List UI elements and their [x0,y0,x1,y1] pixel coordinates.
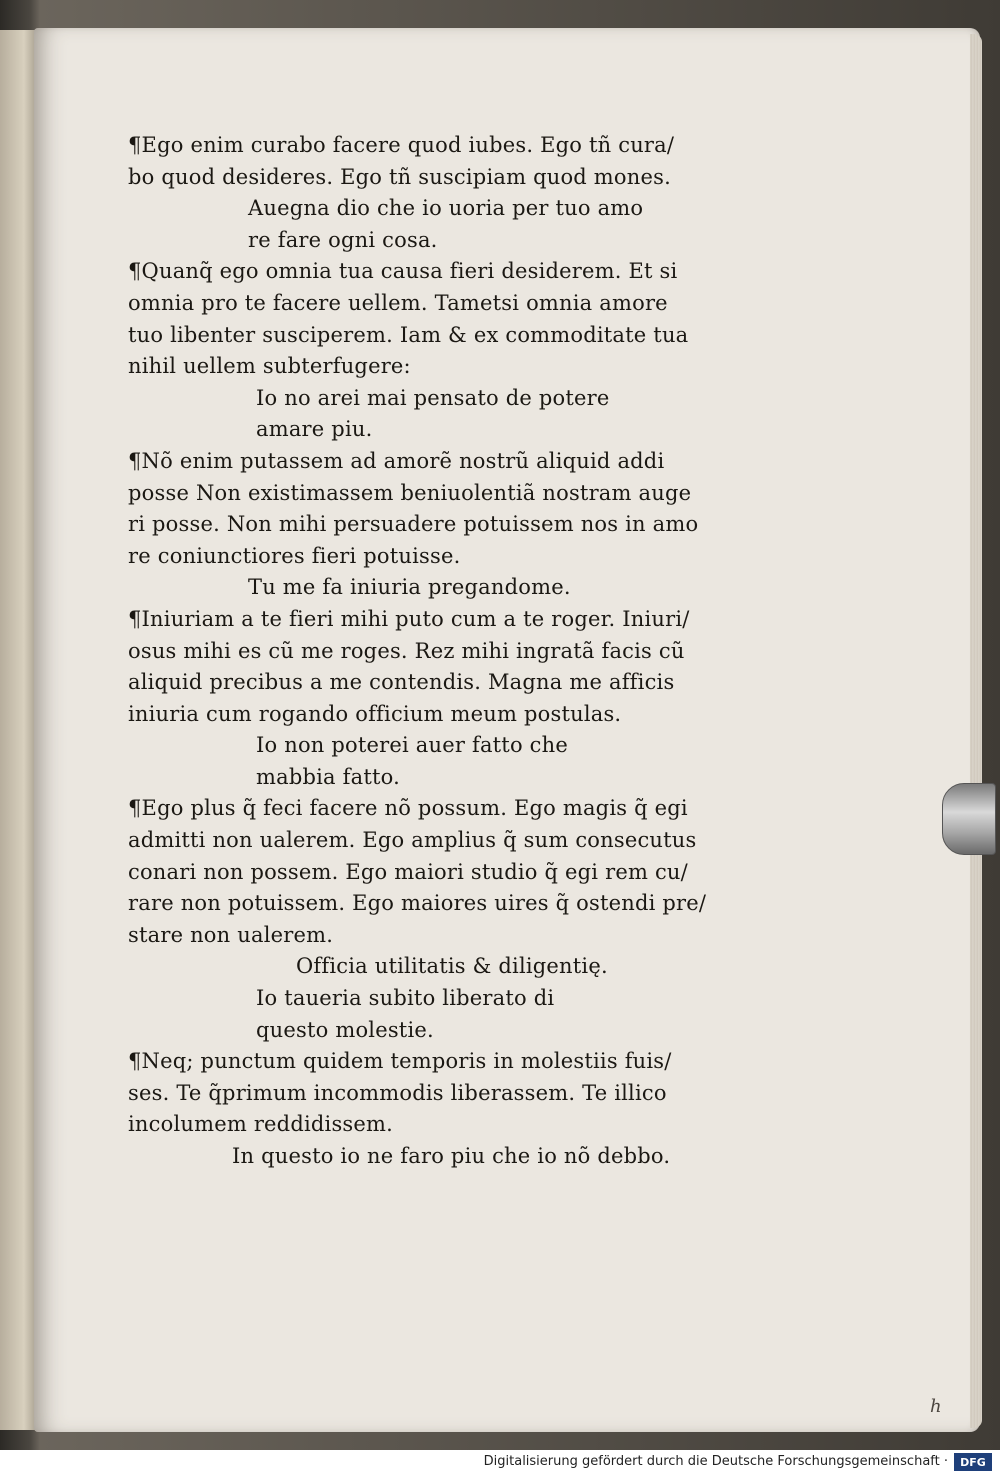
text-line: rare non potuissem. Ego maiores uires q̃ ostendi pre/ [128,891,707,916]
text-line: ¶Ego plus q̃ feci facere nõ possum. Ego magis q̃ egi [128,796,688,821]
book-clasp-icon [942,783,996,855]
page-stack-edge [970,34,982,1428]
text-line: incolumem reddidissem. [128,1112,394,1137]
text-line: ¶Ego enim curabo facere quod iubes. Ego tñ cura/ [128,133,675,157]
footer-bar [0,1450,1000,1474]
text-line: Officia utilitatis & diligentię. [296,954,608,979]
text-line: bo quod desideres. Ego tñ suscipiam quod mones. [128,164,671,189]
text-line: nihil uellem subterfugere: [128,354,411,379]
text-line: admitti non ualerem. Ego amplius q̃ sum consecutus [128,828,697,853]
text-line: omnia pro te facere uellem. Tametsi omnia amore [128,290,668,315]
text-line: ses. Te q̃primum incommodis liberassem. Te illico [128,1080,667,1105]
text-line: ¶Quanq̃ ego omnia tua causa fieri desiderem. Et si [128,259,678,284]
text-line: osus mihi es cũ me roges. Rez mihi ingratã facis cũ [128,638,685,663]
signature-mark: h [930,1396,942,1417]
text-line: iniuria cum rogando officium meum postulas. [128,701,622,726]
text-line: amare piu. [256,417,373,442]
text-line: tuo libenter susciperem. Iam & ex commoditate tua [128,322,689,347]
text-line: Tu me fa iniuria pregandome. [248,575,571,600]
text-line: Io taueria subito liberato di [256,986,555,1011]
text-line: re coniunctiores fieri potuisse. [128,543,461,568]
text-line: questo molestie. [256,1017,434,1042]
text-line: aliquid precibus a me contendis. Magna me afficis [128,670,675,695]
text-line: In questo io ne faro piu che io nõ debbo. [232,1144,671,1168]
text-line: ¶Iniuriam a te fieri mihi puto cum a te roger. Iniuri/ [128,606,690,631]
text-line: Io non poterei auer fatto che [256,733,568,758]
text-line: ri posse. Non mihi persuadere potuissem nos in amo [128,512,699,537]
text-line: posse Non existimassem beniuolentiã nostram auge [128,480,692,505]
text-line: ¶Neq; punctum quidem temporis in molestiis fuis/ [128,1049,672,1074]
text-line: conari non possem. Ego maiori studio q̃ egi rem cu/ [128,859,688,884]
text-line: Io no arei mai pensato de potere [256,385,610,410]
footer-credit: Digitalisierung gefördert durch die Deutsche Forschungsgemeinschaft · [483,1454,948,1469]
dfg-logo-icon: DFG [954,1453,992,1471]
text-line: stare non ualerem. [128,922,334,947]
text-line: Auegna dio che io uoria per tuo amo [248,196,644,221]
text-line: re fare ogni cosa. [248,227,438,252]
page-text [128,130,748,1173]
text-line: ¶Nõ enim putassem ad amorẽ nostrũ aliquid addi [128,448,665,473]
text-line: mabbia fatto. [256,764,400,789]
